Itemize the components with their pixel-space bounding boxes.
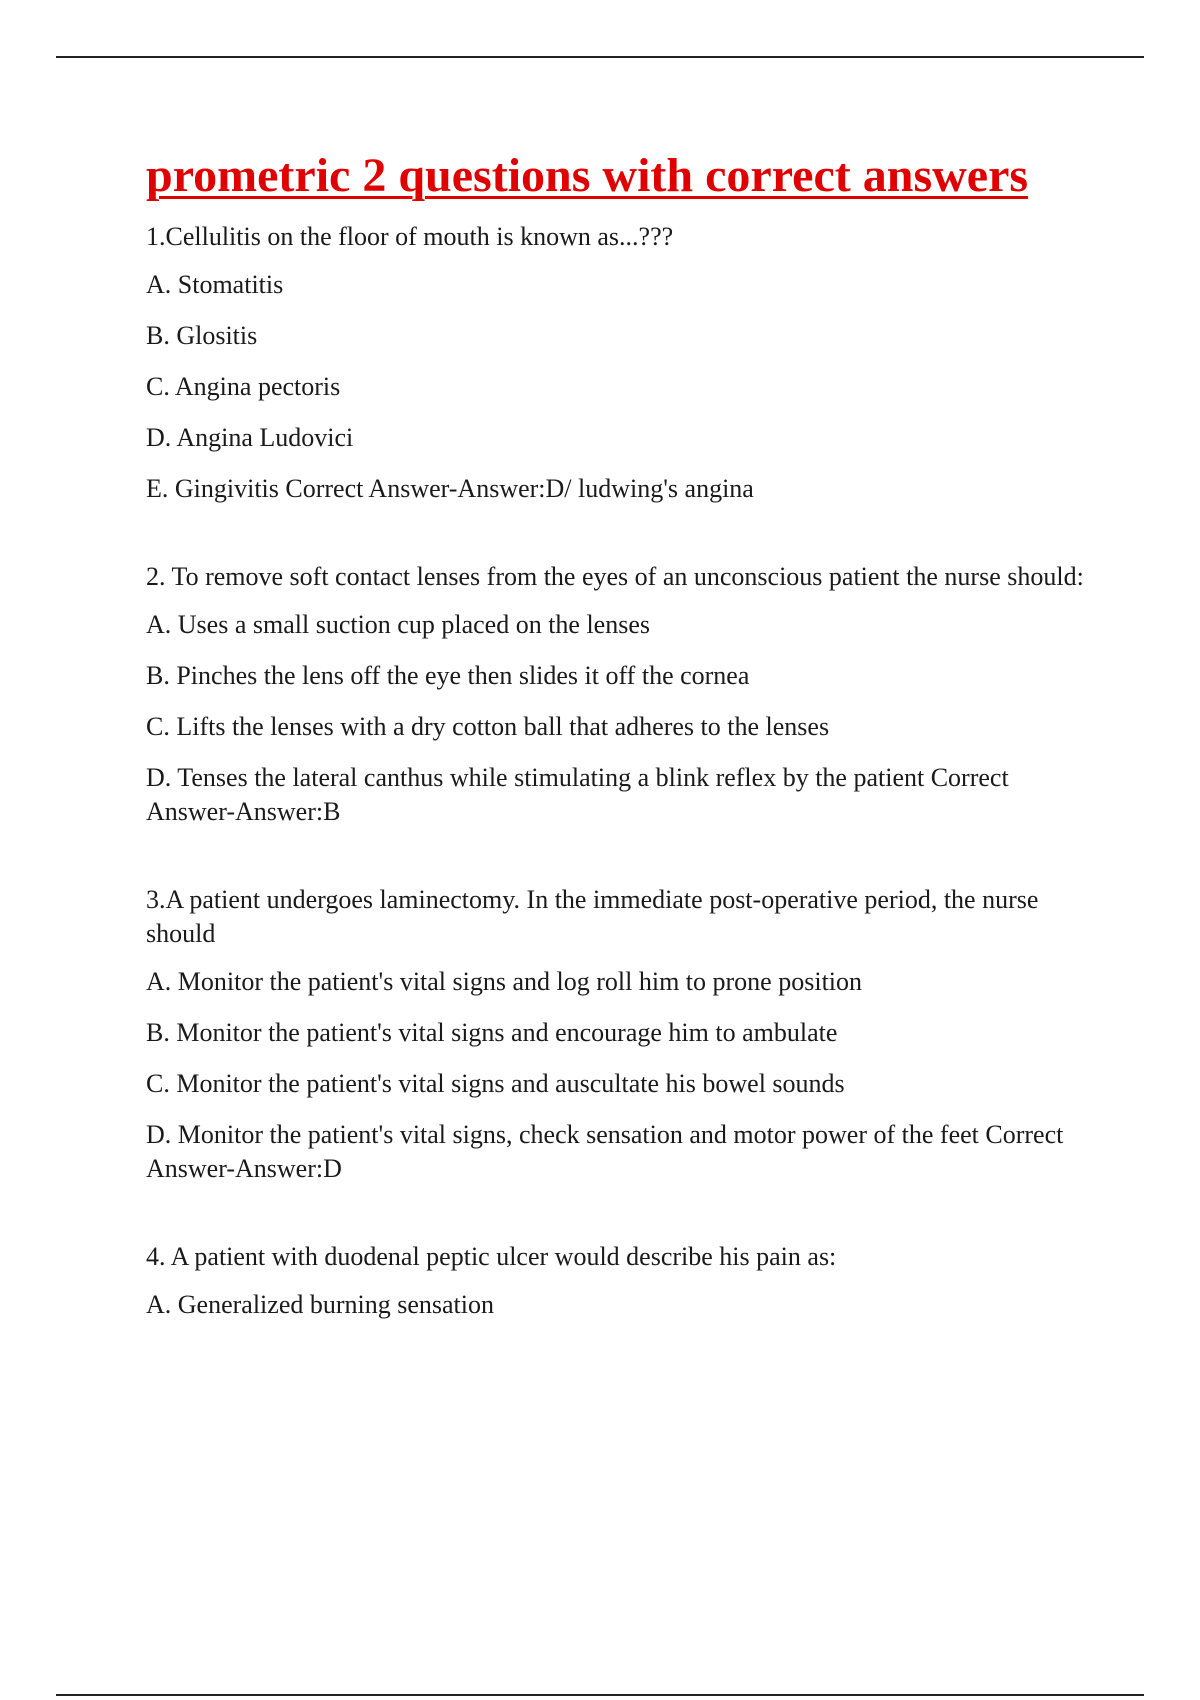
answer-option: D. Angina Ludovici [146, 423, 354, 452]
answer-option: A. Uses a small suction cup placed on the lenses [146, 610, 650, 639]
bottom-rule [56, 1694, 1144, 1696]
question-4 [146, 1240, 1086, 1322]
answer-option: B. Glositis [146, 321, 258, 350]
answer-option: A. Generalized burning sensation [146, 1290, 495, 1319]
answer-option: C. Monitor the patient's vital signs and auscultate his bowel sounds [146, 1069, 845, 1098]
answer-option-with-correct-answer: D. Monitor the patient's vital signs, check sensation and motor power of the feet Correct Answer-Answer:D [146, 1120, 1064, 1183]
answer-option-with-correct-answer: D. Tenses the lateral canthus while stimulating a blink reflex by the patient Correct Answer-Answer:B [146, 763, 1009, 826]
question-text: 1.Cellulitis on the floor of mouth is known as...??? [146, 222, 674, 251]
answer-option: C. Angina pectoris [146, 372, 341, 401]
question-2 [146, 560, 1086, 829]
question-text: 2. To remove soft contact lenses from the eyes of an unconscious patient the nurse should: [146, 562, 1084, 591]
answer-option: B. Monitor the patient's vital signs and encourage him to ambulate [146, 1018, 838, 1047]
top-rule [56, 56, 1144, 58]
answer-option: B. Pinches the lens off the eye then slides it off the cornea [146, 661, 750, 690]
question-3 [146, 883, 1086, 1186]
document-body [146, 150, 1086, 1376]
document-title: prometric 2 questions with correct answers [146, 149, 1029, 202]
answer-option-with-correct-answer: E. Gingivitis Correct Answer-Answer:D/ ludwing's angina [146, 474, 754, 503]
answer-option: A. Monitor the patient's vital signs and log roll him to prone position [146, 967, 863, 996]
answer-option: C. Lifts the lenses with a dry cotton ball that adheres to the lenses [146, 712, 830, 741]
question-text: 4. A patient with duodenal peptic ulcer would describe his pain as: [146, 1242, 837, 1271]
answer-option: A. Stomatitis [146, 270, 284, 299]
question-text: 3.A patient undergoes laminectomy. In the immediate post-operative period, the nurse should [146, 885, 1039, 948]
question-1 [146, 220, 1086, 506]
